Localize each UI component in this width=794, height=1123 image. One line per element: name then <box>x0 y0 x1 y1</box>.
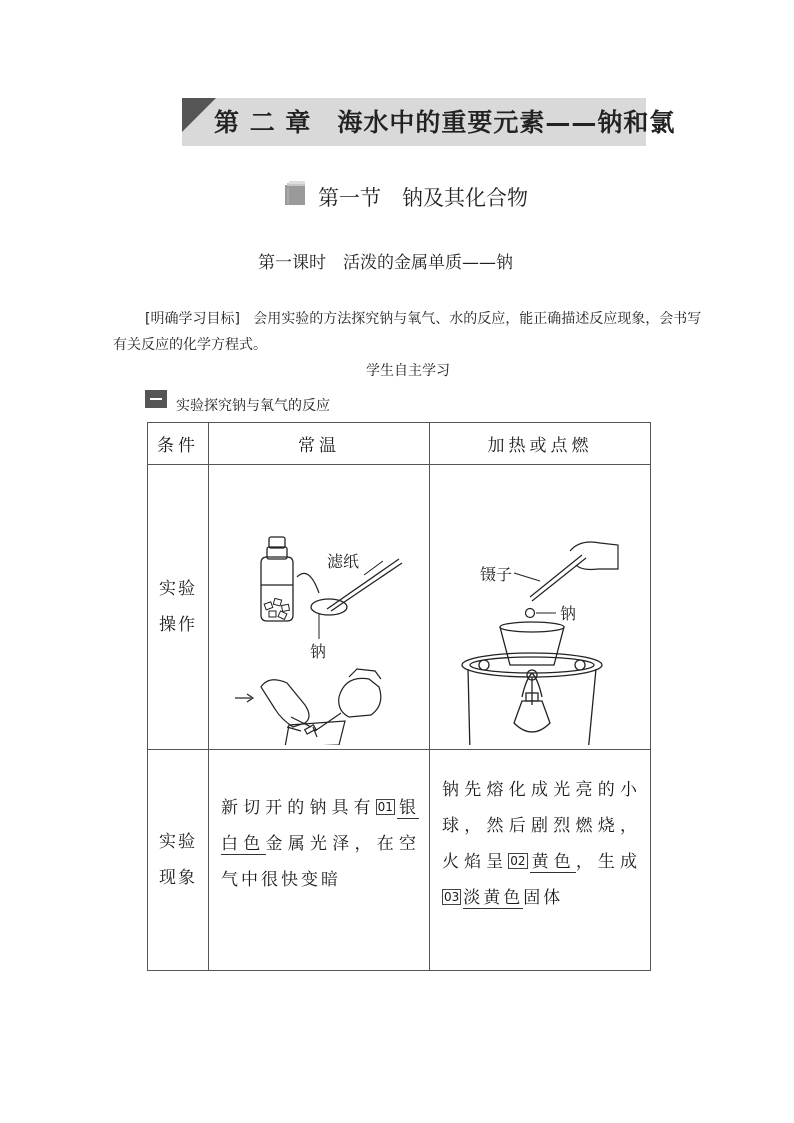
label-line: 现象 <box>159 868 197 888</box>
phenomenon-text: 新切开的钠具有 <box>221 798 376 818</box>
heating-illustration-cell <box>430 465 651 750</box>
label-line: 操作 <box>159 615 197 635</box>
room-temp-phenomenon <box>209 750 430 971</box>
heating-illustration <box>430 465 651 745</box>
objective-label: [明确学习目标] <box>145 311 240 327</box>
lesson-title: 第一课时 活泼的金属单质——钠 <box>258 253 513 273</box>
blank-answer: 银白色 <box>221 798 420 854</box>
heating-phenomenon <box>430 750 651 971</box>
arrow-tab-icon <box>145 390 167 408</box>
table-header-row <box>148 423 651 465</box>
experiment-heading: 实验探究钠与氧气的反应 <box>176 398 330 414</box>
table-row-phenomenon <box>148 750 651 971</box>
chapter-title: 第 二 章 海水中的重要元素——钠和氯 <box>214 108 676 137</box>
phenomenon-text: 固体 <box>523 888 564 908</box>
hand-tweezers-icon <box>530 542 618 601</box>
objective-text: 会用实验的方法探究钠与氧气、水的反应，能正确描述反应现象，会书写有关反应的化学方程式。 <box>113 311 702 353</box>
room-temp-illustration-cell <box>209 465 430 750</box>
learning-objective <box>113 306 713 358</box>
row-label-operation <box>148 465 209 750</box>
header-room-temp: 常温 <box>209 423 430 465</box>
label-line: 实验 <box>159 579 197 599</box>
phenomenon-text: 金属光泽，在空气中很快变暗 <box>221 834 419 890</box>
sodium-pieces-icon <box>264 598 289 619</box>
label-sodium: 钠 <box>310 642 327 661</box>
blank-number: 01 <box>377 800 393 814</box>
room-temp-illustration <box>209 465 430 745</box>
label-sodium-heating: 钠 <box>560 604 577 623</box>
cutting-sodium-hands-icon <box>235 669 381 745</box>
blank-answer: 黄色 <box>529 852 576 872</box>
header-condition: 条件 <box>148 423 209 465</box>
label-filter-paper: 滤纸 <box>327 552 360 571</box>
blank-answer: 淡黄色 <box>463 888 524 908</box>
section-title: 第一节 钠及其化合物 <box>318 186 528 210</box>
self-study-heading: 学生自主学习 <box>366 363 450 379</box>
blank-number: 03 <box>444 890 460 904</box>
book-icon <box>284 180 308 206</box>
sodium-ball-icon <box>526 609 535 618</box>
chapter-corner-decoration <box>182 98 216 132</box>
crucible-tripod-lamp-icon <box>462 622 602 745</box>
label-tweezers: 镊子 <box>480 565 513 584</box>
blank-number: 02 <box>510 854 526 868</box>
table-row-operation <box>148 465 651 750</box>
header-heating: 加热或点燃 <box>430 423 651 465</box>
phenomenon-text: ，生成 <box>575 852 641 872</box>
row-label-phenomenon <box>148 750 209 971</box>
experiment-table <box>147 422 650 927</box>
label-line: 实验 <box>159 832 197 852</box>
phenomenon-text: 钠先熔化成光亮的小球，然后剧烈燃烧，火焰呈 <box>442 780 640 872</box>
